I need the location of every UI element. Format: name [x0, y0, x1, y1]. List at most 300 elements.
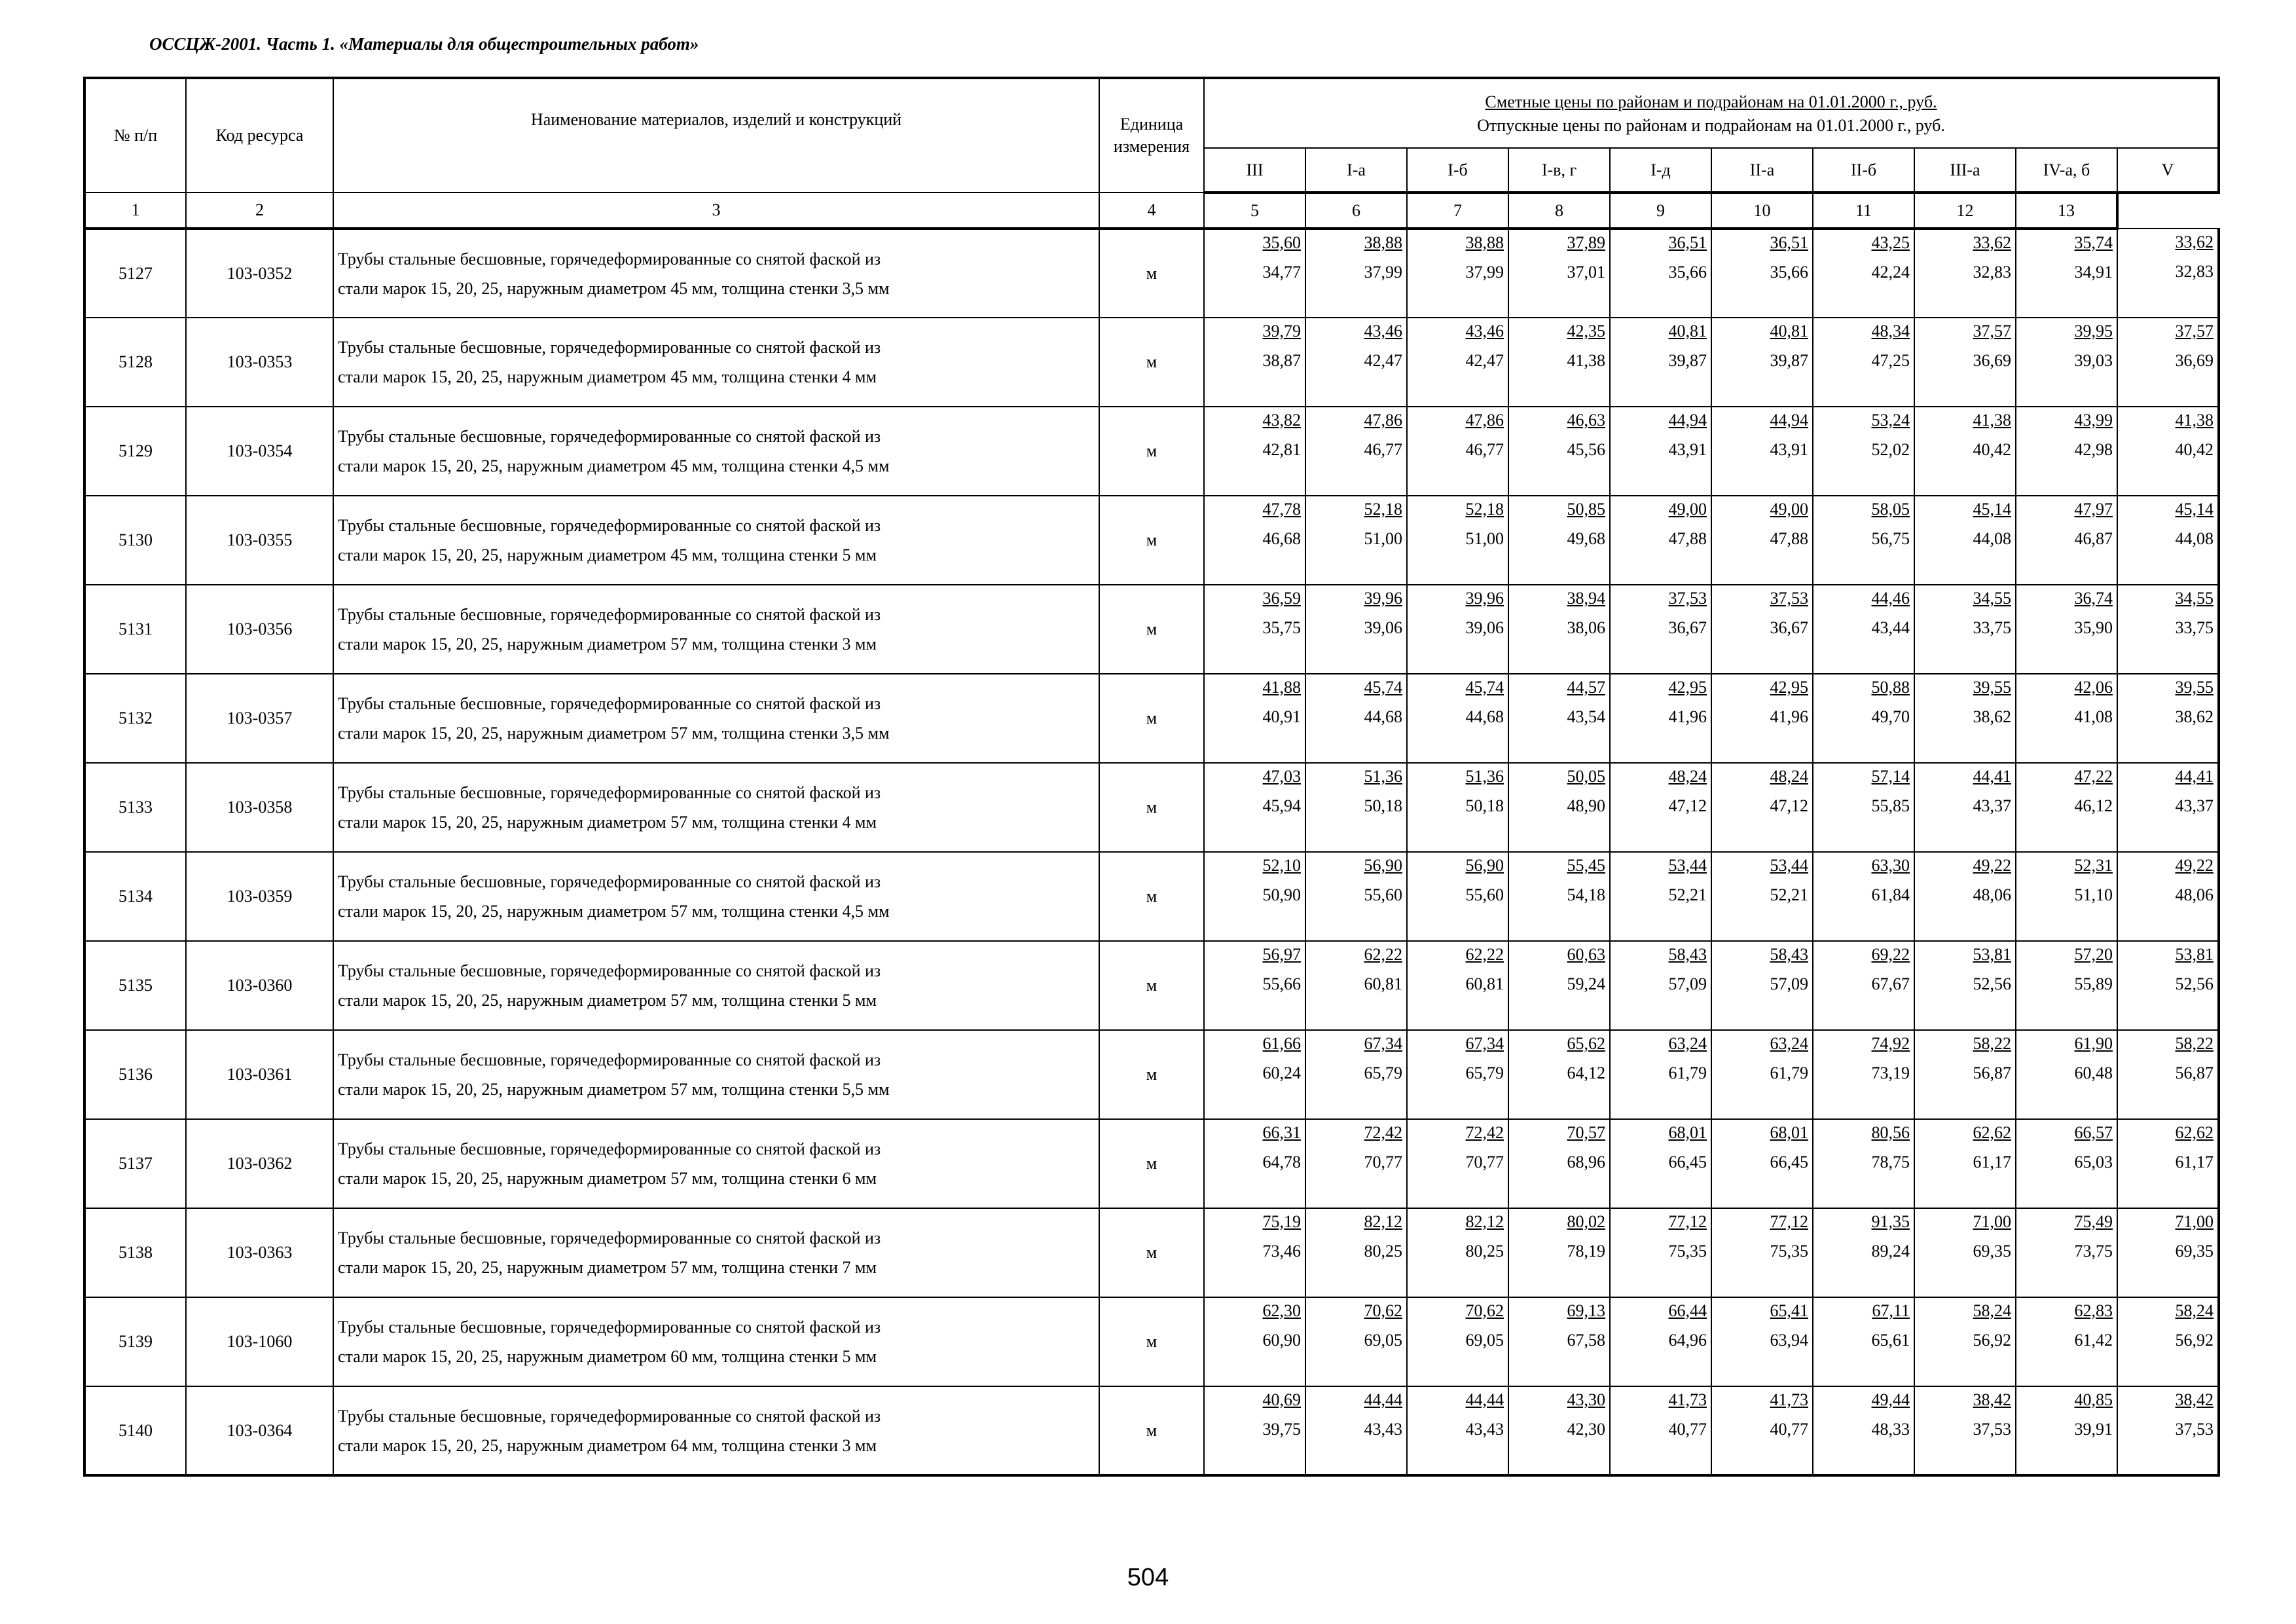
estimate-price: 62,83 [2074, 1301, 2113, 1320]
release-price: 75,35 [1668, 1242, 1707, 1261]
material-name-line: Трубы стальные бесшовные, горячедеформированные со снятой фаской из [338, 605, 881, 624]
price-cell [1204, 1119, 1305, 1208]
estimate-price: 58,24 [2175, 1301, 2214, 1320]
estimate-price: 42,35 [1567, 322, 1605, 341]
estimate-price: 63,24 [1668, 1034, 1707, 1053]
material-name [333, 763, 1099, 852]
release-price: 89,24 [1871, 1242, 1910, 1261]
release-price: 52,56 [2175, 974, 2214, 993]
header-unit: Единица измерения [1099, 78, 1204, 193]
table-row [84, 674, 2219, 763]
row-number: 5130 [84, 496, 186, 585]
resource-code: 103-0357 [186, 674, 333, 763]
price-cell [2016, 1386, 2117, 1475]
estimate-price: 66,57 [2074, 1123, 2113, 1142]
release-price: 56,87 [2175, 1063, 2214, 1082]
unit-of-measure: м [1099, 1386, 1204, 1475]
price-cell [1407, 1119, 1508, 1208]
region-header: IV-а, б [2016, 148, 2117, 193]
release-price: 60,81 [1364, 974, 1402, 993]
price-cell [1813, 674, 1914, 763]
column-number: 3 [333, 193, 1099, 229]
price-cell [2016, 1208, 2117, 1297]
price-cell [1508, 852, 1610, 941]
price-cell [1610, 318, 1711, 407]
release-price: 48,06 [2175, 885, 2214, 904]
estimate-price: 33,62 [2175, 232, 2214, 251]
price-cell [1204, 496, 1305, 585]
estimate-price: 52,10 [1262, 856, 1301, 875]
estimate-price: 58,22 [1973, 1034, 2011, 1053]
release-price: 65,79 [1465, 1063, 1504, 1082]
price-cell [1813, 941, 1914, 1030]
release-price: 35,75 [1262, 618, 1301, 637]
unit-of-measure: м [1099, 318, 1204, 407]
release-price: 36,69 [1973, 351, 2011, 370]
material-name [333, 674, 1099, 763]
region-header: I-д [1610, 148, 1711, 193]
estimate-price: 37,53 [1770, 589, 1808, 608]
resource-code: 103-0363 [186, 1208, 333, 1297]
price-cell [1711, 941, 1813, 1030]
price-cell [1204, 318, 1305, 407]
row-number: 5139 [84, 1297, 186, 1386]
price-cell [1711, 496, 1813, 585]
price-cell [1610, 1386, 1711, 1475]
estimate-price: 69,22 [1871, 945, 1910, 964]
region-header: V [2117, 148, 2219, 193]
price-cell [1711, 1297, 1813, 1386]
page-number: 504 [1127, 1564, 1169, 1591]
release-price: 60,24 [1262, 1063, 1301, 1082]
price-cell [2016, 941, 2117, 1030]
release-price: 52,56 [1973, 974, 2011, 993]
price-cell [2117, 763, 2219, 852]
estimate-price: 39,79 [1262, 322, 1301, 341]
price-cell [1508, 1119, 1610, 1208]
price-cell [1305, 1386, 1407, 1475]
estimate-price: 50,88 [1871, 678, 1910, 697]
release-price: 43,91 [1668, 440, 1707, 459]
price-cell [1914, 852, 2016, 941]
release-price: 73,75 [2074, 1242, 2113, 1261]
price-cell [1305, 1119, 1407, 1208]
estimate-price: 43,30 [1567, 1390, 1605, 1409]
estimate-price: 45,74 [1364, 678, 1402, 697]
estimate-price: 37,53 [1668, 589, 1707, 608]
material-name-line: Трубы стальные бесшовные, горячедеформированные со снятой фаской из [338, 1228, 881, 1247]
release-price: 42,30 [1567, 1420, 1605, 1439]
price-cell [1305, 229, 1407, 318]
estimate-price: 44,94 [1770, 411, 1808, 430]
estimate-price: 41,73 [1668, 1390, 1707, 1409]
price-cell [1204, 1208, 1305, 1297]
price-cell [2117, 585, 2219, 674]
material-name [333, 1119, 1099, 1208]
column-number: 13 [2016, 193, 2117, 229]
estimate-price: 71,00 [2175, 1212, 2214, 1231]
price-cell [1813, 1030, 1914, 1119]
resource-code: 103-0358 [186, 763, 333, 852]
estimate-price: 55,45 [1567, 856, 1605, 875]
estimate-price: 43,25 [1871, 233, 1910, 252]
material-name-line: стали марок 15, 20, 25, наружным диаметром 57 мм, толщина стенки 6 мм [338, 1169, 877, 1188]
estimate-price: 72,42 [1364, 1123, 1402, 1142]
estimate-price: 67,34 [1364, 1034, 1402, 1053]
estimate-price: 67,34 [1465, 1034, 1504, 1053]
price-cell [1610, 674, 1711, 763]
material-name-line: Трубы стальные бесшовные, горячедеформированные со снятой фаской из [338, 1318, 881, 1337]
estimate-price: 53,24 [1871, 411, 1910, 430]
release-price: 67,67 [1871, 974, 1910, 993]
estimate-price: 49,00 [1668, 500, 1707, 519]
release-price: 65,79 [1364, 1063, 1402, 1082]
release-price: 45,94 [1262, 796, 1301, 815]
column-number: 10 [1711, 193, 1813, 229]
estimate-price: 47,97 [2074, 500, 2113, 519]
release-price: 49,68 [1567, 529, 1605, 548]
release-price: 43,37 [2175, 796, 2214, 815]
material-name [333, 585, 1099, 674]
price-cell [1407, 229, 1508, 318]
row-number: 5131 [84, 585, 186, 674]
price-cell [1305, 852, 1407, 941]
column-number: 7 [1407, 193, 1508, 229]
release-price: 61,17 [2175, 1153, 2214, 1172]
estimate-price: 49,44 [1871, 1390, 1910, 1409]
estimate-price: 40,85 [2074, 1390, 2113, 1409]
estimate-price: 40,81 [1668, 322, 1707, 341]
release-price: 56,92 [2175, 1331, 2214, 1350]
release-price: 66,45 [1770, 1153, 1808, 1172]
material-name-line: Трубы стальные бесшовные, горячедеформированные со снятой фаской из [338, 427, 881, 446]
material-name-line: стали марок 15, 20, 25, наружным диаметром 57 мм, толщина стенки 5 мм [338, 991, 877, 1010]
release-price: 64,78 [1262, 1153, 1301, 1172]
estimate-price: 33,62 [1973, 233, 2011, 252]
release-price: 43,44 [1871, 618, 1910, 637]
price-cell [1711, 229, 1813, 318]
price-cell [2016, 496, 2117, 585]
material-name-line: Трубы стальные бесшовные, горячедеформированные со снятой фаской из [338, 1139, 881, 1158]
resource-code: 103-0356 [186, 585, 333, 674]
release-price: 47,12 [1770, 796, 1808, 815]
estimate-price: 38,42 [1973, 1390, 2011, 1409]
column-number: 8 [1508, 193, 1610, 229]
release-price: 69,35 [1973, 1242, 2011, 1261]
release-price: 57,09 [1668, 974, 1707, 993]
estimate-price: 48,24 [1770, 767, 1808, 786]
row-number: 5134 [84, 852, 186, 941]
header-code: Код ресурса [186, 78, 333, 193]
price-cell [1914, 407, 2016, 496]
price-table [83, 77, 2220, 1477]
price-cell [2016, 852, 2117, 941]
release-price: 47,12 [1668, 796, 1707, 815]
estimate-price: 77,12 [1668, 1212, 1707, 1231]
price-cell [1711, 318, 1813, 407]
unit-of-measure: м [1099, 852, 1204, 941]
material-name [333, 1030, 1099, 1119]
column-number: 4 [1099, 193, 1204, 229]
material-name-line: стали марок 15, 20, 25, наружным диаметром 45 мм, толщина стенки 5 мм [338, 545, 877, 564]
price-cell [1305, 318, 1407, 407]
estimate-price: 91,35 [1871, 1212, 1910, 1231]
price-cell [2016, 585, 2117, 674]
release-price: 64,12 [1567, 1063, 1605, 1082]
resource-code: 103-0364 [186, 1386, 333, 1475]
region-header: I-б [1407, 148, 1508, 193]
price-cell [1204, 763, 1305, 852]
material-name-line: стали марок 15, 20, 25, наружным диаметром 57 мм, толщина стенки 4 мм [338, 813, 877, 832]
price-cell [1914, 763, 2016, 852]
estimate-price: 35,74 [2074, 233, 2113, 252]
release-price: 80,25 [1364, 1242, 1402, 1261]
release-price: 68,96 [1567, 1153, 1605, 1172]
price-cell [1407, 496, 1508, 585]
material-name-line: Трубы стальные бесшовные, горячедеформированные со снятой фаской из [338, 1406, 881, 1426]
release-price: 47,88 [1770, 529, 1808, 548]
row-number: 5133 [84, 763, 186, 852]
price-cell [2117, 229, 2219, 318]
price-cell [1407, 1030, 1508, 1119]
estimate-price: 37,57 [1973, 322, 2011, 341]
price-cell [1610, 585, 1711, 674]
resource-code: 103-0359 [186, 852, 333, 941]
unit-of-measure: м [1099, 674, 1204, 763]
price-cell [1711, 407, 1813, 496]
price-cell [1305, 763, 1407, 852]
price-cell [1914, 318, 2016, 407]
unit-of-measure: м [1099, 763, 1204, 852]
release-price: 35,66 [1668, 263, 1707, 282]
estimate-price: 48,34 [1871, 322, 1910, 341]
estimate-price: 47,86 [1465, 411, 1504, 430]
estimate-price: 61,66 [1262, 1034, 1301, 1053]
release-price: 50,18 [1465, 796, 1504, 815]
estimate-price: 70,62 [1364, 1301, 1402, 1320]
estimate-price: 49,00 [1770, 500, 1808, 519]
price-cell [1407, 1386, 1508, 1475]
estimate-price: 57,14 [1871, 767, 1910, 786]
material-name-line: Трубы стальные бесшовные, горячедеформированные со снятой фаской из [338, 1050, 881, 1069]
material-name-line: стали марок 15, 20, 25, наружным диаметром 57 мм, толщина стенки 5,5 мм [338, 1080, 890, 1099]
release-price: 51,00 [1465, 529, 1504, 548]
material-name [333, 1208, 1099, 1297]
release-price: 50,18 [1364, 796, 1402, 815]
region-header: I-в, г [1508, 148, 1610, 193]
price-cell [1305, 1208, 1407, 1297]
estimate-price: 41,88 [1262, 678, 1301, 697]
price-cell [2117, 407, 2219, 496]
estimate-price: 47,86 [1364, 411, 1402, 430]
price-cell [1407, 318, 1508, 407]
estimate-price: 50,85 [1567, 500, 1605, 519]
price-cell [1407, 763, 1508, 852]
price-cell [1813, 1297, 1914, 1386]
row-number: 5129 [84, 407, 186, 496]
price-cell [2016, 1030, 2117, 1119]
estimate-price: 40,81 [1770, 322, 1808, 341]
price-cell [1508, 496, 1610, 585]
estimate-price: 44,57 [1567, 678, 1605, 697]
estimate-price: 36,51 [1668, 233, 1707, 252]
price-cell [1813, 318, 1914, 407]
estimate-price: 43,99 [2074, 411, 2113, 430]
row-number: 5136 [84, 1030, 186, 1119]
price-cell [1508, 1030, 1610, 1119]
release-price: 38,62 [2175, 707, 2214, 726]
release-price: 56,75 [1871, 529, 1910, 548]
release-price: 69,35 [2175, 1242, 2214, 1261]
region-header: III [1204, 148, 1305, 193]
release-price: 41,38 [1567, 351, 1605, 370]
estimate-price: 58,22 [2175, 1034, 2214, 1053]
price-cell [1407, 674, 1508, 763]
estimate-price: 70,57 [1567, 1123, 1605, 1142]
release-price: 61,17 [1973, 1153, 2011, 1172]
unit-of-measure: м [1099, 1119, 1204, 1208]
unit-of-measure: м [1099, 496, 1204, 585]
release-price: 44,08 [1973, 529, 2011, 548]
estimate-price: 38,88 [1364, 233, 1402, 252]
estimate-price: 43,82 [1262, 411, 1301, 430]
release-price: 47,25 [1871, 351, 1910, 370]
row-number: 5140 [84, 1386, 186, 1475]
price-cell [1914, 1030, 2016, 1119]
estimate-price: 80,02 [1567, 1212, 1605, 1231]
release-price: 61,42 [2074, 1331, 2113, 1350]
estimate-price: 37,89 [1567, 233, 1605, 252]
estimate-price: 36,59 [1262, 589, 1301, 608]
estimate-price: 52,18 [1364, 500, 1402, 519]
table-row [84, 407, 2219, 496]
unit-of-measure: м [1099, 1297, 1204, 1386]
release-price: 32,83 [1973, 263, 2011, 282]
estimate-price: 58,05 [1871, 500, 1910, 519]
release-price: 33,75 [1973, 618, 2011, 637]
release-price: 44,68 [1364, 707, 1402, 726]
price-cell [1711, 674, 1813, 763]
release-price: 39,91 [2074, 1420, 2113, 1439]
release-price: 33,75 [2175, 618, 2214, 637]
release-price: 66,45 [1668, 1153, 1707, 1172]
material-name [333, 496, 1099, 585]
price-cell [2117, 496, 2219, 585]
price-cell [1204, 229, 1305, 318]
price-cell [2117, 1119, 2219, 1208]
estimate-price: 58,24 [1973, 1301, 2011, 1320]
price-cell [1914, 941, 2016, 1030]
release-price: 73,19 [1871, 1063, 1910, 1082]
resource-code: 103-1060 [186, 1297, 333, 1386]
estimate-price: 48,24 [1668, 767, 1707, 786]
table-row [84, 941, 2219, 1030]
column-number: 2 [186, 193, 333, 229]
price-cell [1610, 407, 1711, 496]
resource-code: 103-0352 [186, 229, 333, 318]
region-header: II-б [1813, 148, 1914, 193]
price-cell [1407, 852, 1508, 941]
price-cell [1610, 1297, 1711, 1386]
release-price: 43,54 [1567, 707, 1605, 726]
price-cell [1407, 941, 1508, 1030]
release-price: 41,08 [2074, 707, 2113, 726]
release-price: 44,08 [2175, 529, 2214, 548]
price-cell [1508, 763, 1610, 852]
estimate-price: 34,55 [2175, 589, 2214, 608]
price-cell [1407, 1297, 1508, 1386]
table-row [84, 1297, 2219, 1386]
material-name-line: стали марок 15, 20, 25, наружным диаметром 60 мм, толщина стенки 5 мм [338, 1347, 877, 1366]
material-name-line: стали марок 15, 20, 25, наружным диаметром 57 мм, толщина стенки 3,5 мм [338, 724, 890, 743]
price-cell [1305, 674, 1407, 763]
material-name [333, 407, 1099, 496]
material-name-line: стали марок 15, 20, 25, наружным диаметром 45 мм, толщина стенки 4 мм [338, 367, 877, 386]
release-price: 75,35 [1770, 1242, 1808, 1261]
estimate-price: 56,90 [1465, 856, 1504, 875]
release-price: 40,42 [2175, 440, 2214, 459]
column-number: 6 [1305, 193, 1407, 229]
release-price: 65,03 [2074, 1153, 2113, 1172]
price-cell [1813, 1386, 1914, 1475]
material-name-line: Трубы стальные бесшовные, горячедеформированные со снятой фаской из [338, 516, 881, 535]
price-cell [1813, 496, 1914, 585]
price-cell [1204, 674, 1305, 763]
unit-of-measure: м [1099, 407, 1204, 496]
price-cell [1711, 1030, 1813, 1119]
unit-of-measure: м [1099, 1030, 1204, 1119]
column-number: 5 [1204, 193, 1305, 229]
price-cell [1610, 941, 1711, 1030]
estimate-price: 40,69 [1262, 1390, 1301, 1409]
estimate-price: 52,18 [1465, 500, 1504, 519]
resource-code: 103-0360 [186, 941, 333, 1030]
price-cell [1914, 1119, 2016, 1208]
estimate-price: 38,88 [1465, 233, 1504, 252]
price-cell [1610, 1030, 1711, 1119]
header-name: Наименование материалов, изделий и конструкций [333, 78, 1099, 193]
price-cell [1914, 674, 2016, 763]
release-price: 56,92 [1973, 1331, 2011, 1350]
estimate-price: 56,97 [1262, 945, 1301, 964]
release-price: 43,43 [1364, 1420, 1402, 1439]
release-price: 60,90 [1262, 1331, 1301, 1350]
release-price: 39,06 [1465, 618, 1504, 637]
price-cell [1305, 1030, 1407, 1119]
column-number: 1 [84, 193, 186, 229]
release-price: 46,87 [2074, 529, 2113, 548]
estimate-price: 67,11 [1872, 1301, 1910, 1320]
release-price: 46,77 [1364, 440, 1402, 459]
release-price: 61,84 [1871, 885, 1910, 904]
release-price: 78,19 [1567, 1242, 1605, 1261]
release-price: 40,77 [1668, 1420, 1707, 1439]
estimate-price: 38,42 [2175, 1390, 2214, 1409]
estimate-price: 71,00 [1973, 1212, 2011, 1231]
estimate-price: 56,90 [1364, 856, 1402, 875]
release-price: 73,46 [1262, 1242, 1301, 1261]
resource-code: 103-0353 [186, 318, 333, 407]
estimate-price: 57,20 [2074, 945, 2113, 964]
release-price: 80,25 [1465, 1242, 1504, 1261]
estimate-price: 70,62 [1465, 1301, 1504, 1320]
price-cell [1813, 407, 1914, 496]
price-cell [1914, 229, 2016, 318]
release-price: 69,05 [1465, 1331, 1504, 1350]
estimate-price: 65,62 [1567, 1034, 1605, 1053]
release-price: 69,05 [1364, 1331, 1402, 1350]
release-price: 67,58 [1567, 1331, 1605, 1350]
